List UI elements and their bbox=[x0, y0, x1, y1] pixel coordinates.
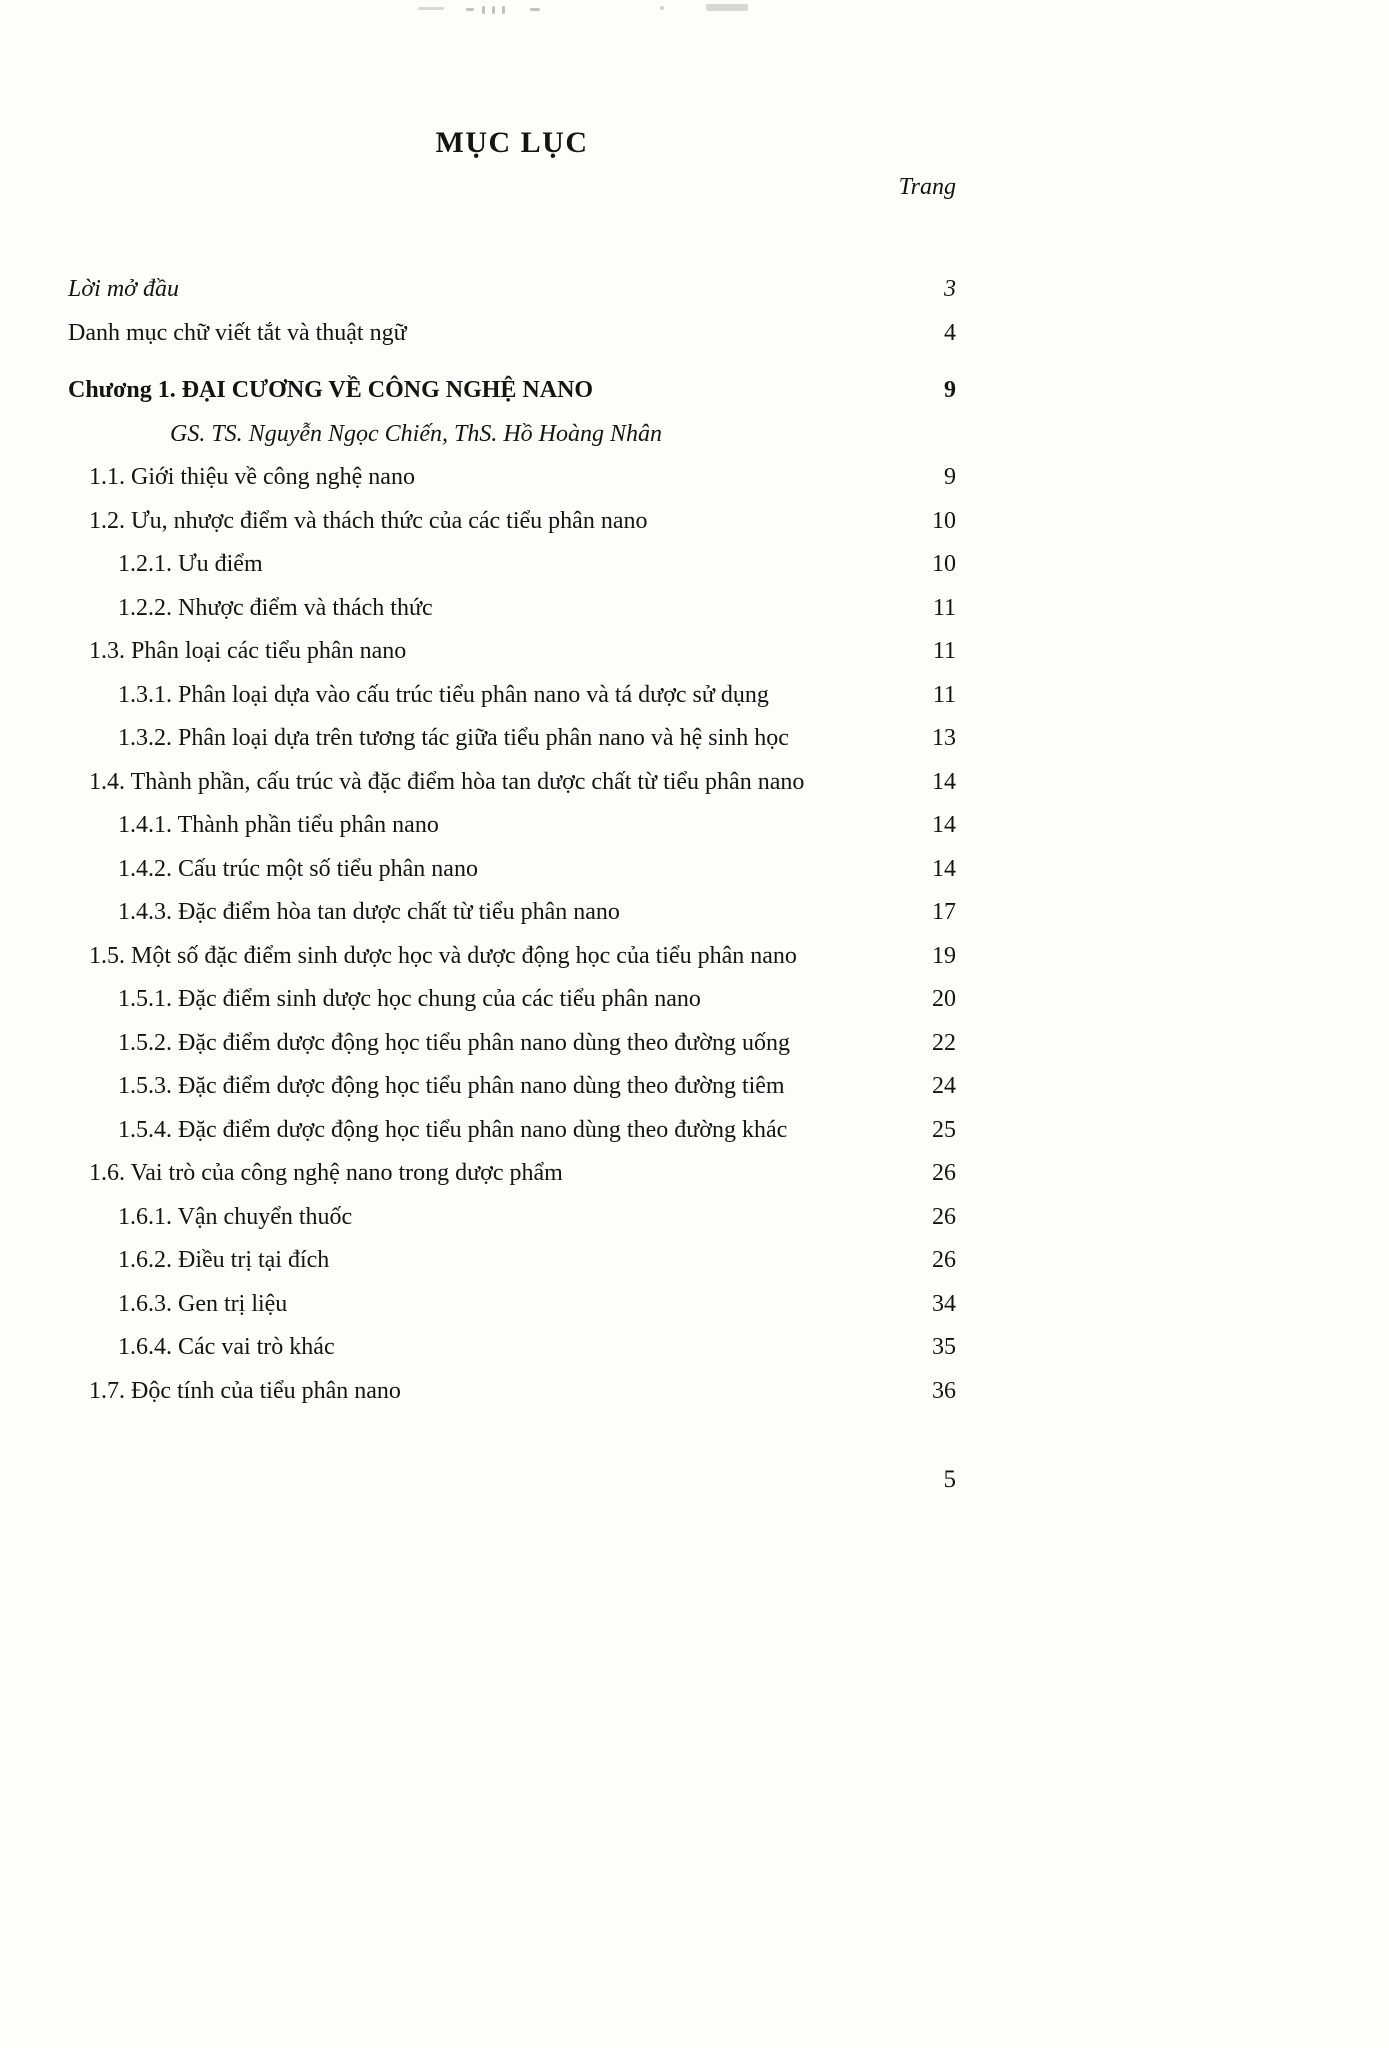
toc-entry-page: 10 bbox=[932, 507, 956, 534]
scan-artifact bbox=[466, 8, 474, 11]
toc-entry-page: 11 bbox=[932, 681, 956, 708]
toc-entry bbox=[68, 761, 956, 805]
toc-entry-page: 19 bbox=[932, 942, 956, 969]
toc-entry-page: 14 bbox=[932, 855, 956, 882]
toc-entry bbox=[68, 369, 956, 413]
toc-entry-page: 26 bbox=[932, 1160, 956, 1186]
toc-entry bbox=[68, 413, 956, 457]
toc-entry-label: 1.6. Vai trò của công nghệ nano trong dược phẩm bbox=[89, 1160, 563, 1186]
toc-entry bbox=[68, 978, 956, 1022]
toc-entry-page: 25 bbox=[932, 1116, 956, 1143]
toc-entry bbox=[68, 1326, 956, 1370]
toc-entry-label: 1.4.1. Thành phần tiểu phân nano bbox=[118, 812, 439, 838]
toc-entry bbox=[68, 935, 956, 979]
toc-entry-label: GS. TS. Nguyễn Ngọc Chiến, ThS. Hồ Hoàng Nhân bbox=[170, 420, 662, 447]
toc-entry bbox=[68, 1196, 956, 1240]
toc-entry bbox=[68, 1109, 956, 1153]
scan-artifact bbox=[492, 6, 495, 14]
toc-entry bbox=[68, 456, 956, 500]
toc-entry bbox=[68, 630, 956, 674]
toc-entry-page: 14 bbox=[932, 768, 956, 795]
toc-entry-page: 22 bbox=[932, 1029, 956, 1056]
toc-entry bbox=[68, 1152, 956, 1196]
toc-entry-label: 1.4.2. Cấu trúc một số tiểu phân nano bbox=[118, 855, 478, 882]
toc-entry-page: 13 bbox=[932, 725, 956, 751]
toc-entry-label: Danh mục chữ viết tắt và thuật ngữ bbox=[68, 319, 407, 346]
toc-entry-label: 1.7. Độc tính của tiểu phân nano bbox=[89, 1377, 401, 1404]
toc-entry bbox=[68, 587, 956, 631]
toc-entry-page: 14 bbox=[932, 812, 956, 838]
toc-entry bbox=[68, 1022, 956, 1066]
toc-entry bbox=[68, 804, 956, 848]
toc-entry-page: 17 bbox=[932, 899, 956, 925]
toc-entry-label: Lời mở đầu bbox=[68, 276, 179, 302]
toc-entry bbox=[68, 1283, 956, 1327]
toc-entry-label: 1.4.3. Đặc điểm hòa tan dược chất từ tiểu phân nano bbox=[118, 899, 620, 925]
toc-entry bbox=[68, 1065, 956, 1109]
toc-entry-label: 1.6.2. Điều trị tại đích bbox=[118, 1247, 330, 1273]
toc-entry-page: 35 bbox=[932, 1334, 956, 1360]
toc-entry-label: 1.5.1. Đặc điểm sinh dược học chung của các tiểu phân nano bbox=[118, 986, 701, 1012]
toc-entry-page: 26 bbox=[932, 1247, 956, 1273]
toc-entry-page: 9 bbox=[944, 464, 956, 490]
toc-entry-label: 1.2.1. Ưu điểm bbox=[118, 551, 263, 577]
scan-artifact bbox=[502, 6, 505, 14]
toc-entry bbox=[68, 312, 956, 356]
toc-entry bbox=[68, 268, 956, 312]
toc-entry bbox=[68, 1239, 956, 1283]
toc-entry-page: 26 bbox=[932, 1203, 956, 1230]
scan-artifact bbox=[530, 8, 540, 11]
scan-artifact bbox=[706, 4, 748, 11]
toc-entry-label: 1.6.1. Vận chuyển thuốc bbox=[118, 1203, 353, 1230]
toc-entry-label: 1.2. Ưu, nhược điểm và thách thức của các tiểu phân nano bbox=[89, 507, 648, 534]
toc-entry bbox=[68, 891, 956, 935]
toc-entry-label: 1.3.1. Phân loại dựa vào cấu trúc tiểu phân nano và tá dược sử dụng bbox=[118, 681, 769, 708]
toc-entry-label: 1.4. Thành phần, cấu trúc và đặc điểm hòa tan dược chất từ tiểu phân nano bbox=[89, 768, 805, 795]
toc-entry-label: 1.5. Một số đặc điểm sinh dược học và dược động học của tiểu phân nano bbox=[89, 942, 797, 969]
scan-artifact bbox=[482, 6, 485, 14]
toc-entry-label: 1.1. Giới thiệu về công nghệ nano bbox=[89, 464, 415, 490]
page-column-header: Trang bbox=[898, 174, 956, 200]
toc-entry-label: 1.3. Phân loại các tiểu phân nano bbox=[89, 638, 407, 664]
toc-entry-page: 4 bbox=[944, 319, 956, 346]
toc-entry-page: 36 bbox=[932, 1377, 956, 1404]
scan-artifact bbox=[418, 7, 444, 10]
toc-entry bbox=[68, 848, 956, 892]
scan-artifact bbox=[660, 6, 664, 10]
toc-entry-page: 9 bbox=[944, 377, 956, 403]
toc-entry-page: 11 bbox=[932, 594, 956, 621]
toc-list bbox=[68, 268, 956, 1413]
page-title: MỤC LỤC bbox=[435, 126, 589, 159]
toc-entry-page: 10 bbox=[932, 551, 956, 577]
toc-entry-label: 1.6.3. Gen trị liệu bbox=[118, 1290, 288, 1317]
toc-entry bbox=[68, 543, 956, 587]
toc-entry-label: 1.5.3. Đặc điểm dược động học tiểu phân nano dùng theo đường tiêm bbox=[118, 1073, 785, 1099]
toc-entry bbox=[68, 500, 956, 544]
toc-entry-label: 1.5.4. Đặc điểm dược động học tiểu phân nano dùng theo đường khác bbox=[118, 1116, 788, 1143]
toc-entry-label: Chương 1. ĐẠI CƯƠNG VỀ CÔNG NGHỆ NANO bbox=[68, 377, 594, 403]
toc-entry-page: 34 bbox=[932, 1290, 956, 1317]
toc-entry bbox=[68, 674, 956, 718]
toc-entry-label: 1.2.2. Nhược điểm và thách thức bbox=[118, 594, 433, 621]
toc-entry-label: 1.5.2. Đặc điểm dược động học tiểu phân nano dùng theo đường uống bbox=[118, 1029, 790, 1056]
toc-entry-page: 24 bbox=[932, 1073, 956, 1099]
toc-entry-page: 11 bbox=[932, 638, 956, 664]
toc-entry-page: 20 bbox=[932, 986, 956, 1012]
toc-entry-label: 1.3.2. Phân loại dựa trên tương tác giữa tiểu phân nano và hệ sinh học bbox=[118, 725, 789, 751]
toc-entry bbox=[68, 1370, 956, 1414]
toc-entry bbox=[68, 717, 956, 761]
footer-page-number: 5 bbox=[943, 1466, 956, 1493]
toc-entry-page: 3 bbox=[944, 276, 956, 302]
toc-entry-label: 1.6.4. Các vai trò khác bbox=[118, 1334, 335, 1360]
